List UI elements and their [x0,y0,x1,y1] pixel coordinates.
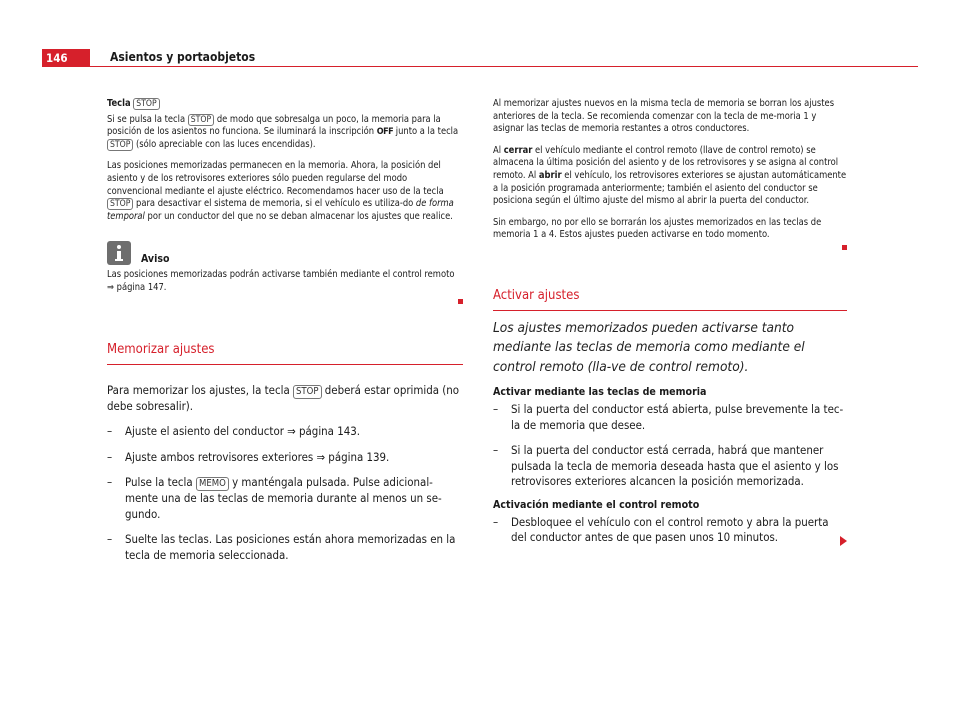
stop-key-label: STOP [188,114,214,126]
info-icon [107,241,131,265]
stop-key-label: STOP [133,98,159,110]
text: de modo que sobresalga un poco, la memoria para la posición de los asientos no funciona. Se iluminará la inscripción [107,113,441,138]
stop-key-label: STOP [107,139,133,151]
section-body [107,383,463,415]
list-item [493,402,847,433]
section-end-marker [842,245,847,250]
note-header [107,241,463,265]
list-item-text: Suelte las teclas. Las posiciones están ahora memorizadas en la tecla de memoria seleccionada. [125,532,456,562]
text: (sólo apreciable con las luces encendidas). [136,138,316,150]
page-number: 146 [42,49,90,67]
memorizar-section [107,342,463,564]
left-column [107,98,463,563]
note-text: Las posiciones memorizadas podrán activarse también mediante el control remoto ⇒ página 147. [107,269,455,293]
remote-paragraph [493,145,847,208]
list-item [493,443,847,490]
list-item-text: Si la puerta del conductor está cerrada, habrá que mantener pulsada la tecla de memoria deseada hasta que el asiento y los retrovisores exteriores alcancen la posición memorizada. [511,443,839,489]
text: junto a la tecla [395,126,459,138]
text: y manténgala pulsada. Pulse adicional-mente una de las teclas de memoria durante al menos un se-gundo. [125,475,442,521]
list-item-text: Ajuste ambos retrovisores exteriores ⇒ página 139. [125,449,390,464]
list-item [107,450,463,466]
list-item-text: Ajuste el asiento del conductor ⇒ página 143. [125,424,361,439]
emphasis: de forma temporal [107,198,454,222]
dash: – [107,532,113,547]
text: Para memorizar los ajustes, la tecla [107,382,290,397]
activar-section [493,288,847,551]
list-item [493,515,847,551]
subheading: Activación mediante el control remoto [493,498,700,511]
text: el vehículo, los retrovisores exteriores se ajustan automáticamente a la posición programada anteriormente; también el asiento del conductor se posiciona según el último ajuste del mismo al abrir la puerta del conductor. [493,169,847,207]
dash: – [107,449,113,464]
dash: – [493,443,499,458]
list-item-text [125,475,463,522]
list-item [107,532,463,563]
overwrite-paragraph: Al memorizar ajustes nuevos en la misma tecla de memoria se borran los ajustes anteriores de la tecla. Se recomienda comenzar con la tecla de me-moria 1 y asignar las teclas de memoria restantes a otros conductores. [493,98,835,135]
dash: – [493,514,499,529]
list-item [107,475,463,522]
section-end-marker [458,299,463,304]
note-title: Aviso [141,253,170,266]
subheading: Activar mediante las teclas de memoria [493,386,707,399]
stop-key-label: STOP [293,385,322,399]
list-item-text: Si la puerta del conductor está abierta, pulse brevemente la tec-la de memoria que desee. [511,402,844,432]
list-item [107,424,463,440]
text: Pulse la tecla [125,475,193,490]
right-column [493,98,847,550]
memory-paragraph [107,160,463,223]
stop-key-label: STOP [107,198,133,210]
off-indicator: OFF [376,127,394,138]
list-item-text: Desbloquee el vehículo con el control remoto y abra la puerta del conductor antes de que pasen unos 10 minutos. [511,514,829,545]
dash: – [107,475,113,490]
running-title: Asientos y portaobjetos [110,50,256,64]
text: para desactivar el sistema de memoria, si el vehículo es utiliza-do [136,198,414,210]
text: el vehículo mediante el control remoto (llave de control remoto) se almacena la última posición del asiento y de los retrovisores y se asigna al control remoto. Al [493,144,839,181]
memo-key-label: MEMO [196,477,229,491]
text: por un conductor del que no se deban almacenar los ajustes que realice. [147,210,453,222]
text: Las posiciones memorizadas permanecen en la memoria. Ahora, la posición del asiento y de los retrovisores exteriores sólo pueden regularse del modo convencional mediante el ajuste eléctrico. Recomendamos hacer uso de la tecla [107,160,444,197]
bold-term: cerrar [503,144,533,156]
text: deberá estar oprimida (no debe sobresalir). [107,382,460,413]
continue-arrow-icon [833,515,847,551]
bold-term: abrir [538,169,562,181]
section-intro: Los ajustes memorizados pueden activarse tanto mediante las teclas de memoria como mediante el control remoto (lla-ve de control remoto). [493,319,805,375]
section-title: Activar ajustes [493,288,847,311]
text: Al [493,144,502,156]
dash: – [107,424,113,439]
reset-paragraph: Sin embargo, no por ello se borrarán los ajustes memorizados en las teclas de memoria 1 a 4. Estos ajustes pueden activarse en todo momento. [493,216,822,241]
section-title: Memorizar ajustes [107,342,463,365]
stop-paragraph [107,114,463,152]
header-rule [42,66,918,67]
dash: – [493,402,499,417]
tecla-stop-heading [107,98,463,111]
text: Si se pulsa la tecla [107,113,186,125]
note-box [107,241,463,307]
tecla-stop-title: Tecla [107,98,131,109]
